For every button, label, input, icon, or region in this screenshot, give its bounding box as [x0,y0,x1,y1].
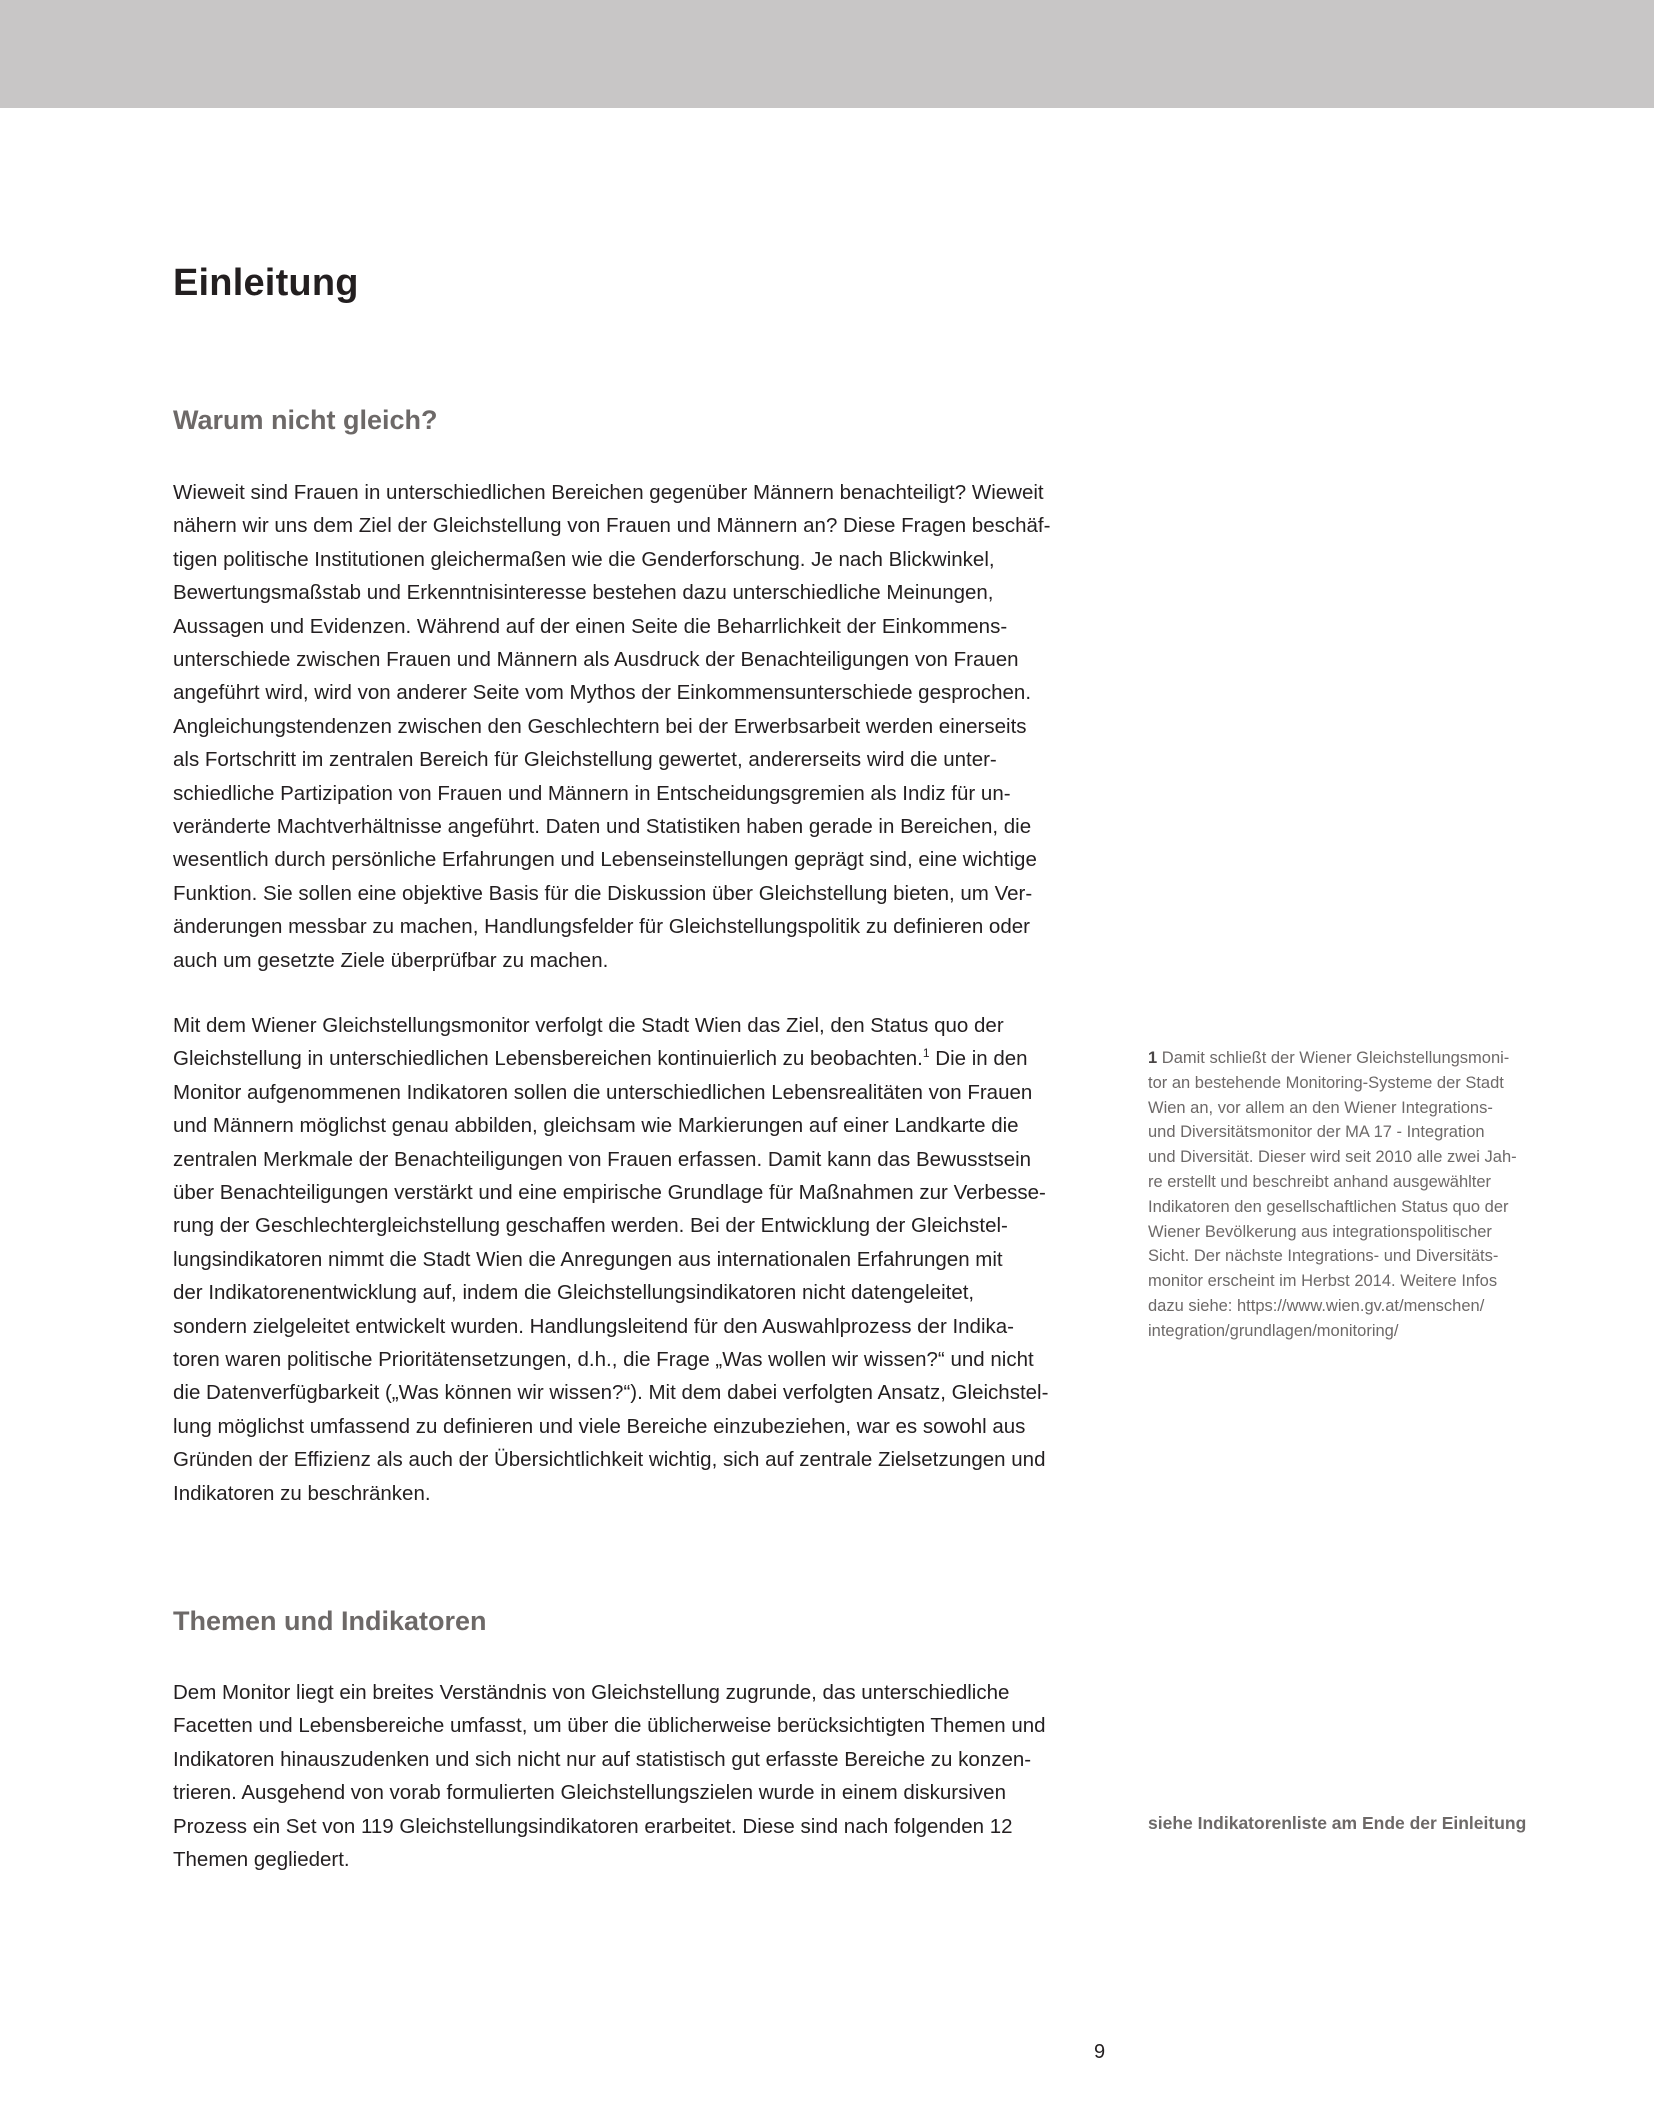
text-line: über Benachteiligungen verstärkt und eine empirische Grundlage für Maßnahmen zur Verbesse- [173,1181,1046,1205]
text-line: veränderte Machtverhältnisse angeführt. Daten und Statistiken haben gerade in Bereichen, die [173,815,1032,839]
section-heading-warum-nicht-gleich: Warum nicht gleich? [173,405,438,435]
text-line: Indikatoren hinauszudenken und sich nicht nur auf statistisch gut erfasste Bereiche zu konzen- [173,1747,1032,1771]
text-line: Angleichungstendenzen zwischen den Geschlechtern bei der Erwerbsarbeit werden einerseits [173,714,1027,738]
text-line: auch um gesetzte Ziele überprüfbar zu machen. [173,948,609,972]
text-line: unterschiede zwischen Frauen und Männern als Ausdruck der Benachteiligungen von Frauen [173,648,1019,672]
text-line: Mit dem Wiener Gleichstellungsmonitor verfolgt die Stadt Wien das Ziel, den Status quo der [173,1014,1004,1037]
footnote-line: Sicht. Der nächste Integrations- und Diversitäts- [1148,1247,1499,1266]
footnote-reference[interactable]: 1 [922,1046,930,1061]
header-band [0,0,1654,108]
footnote-number: 1 [1148,1049,1158,1067]
text-line: lungsindikatoren nimmt die Stadt Wien die Anregungen aus internationalen Erfahrungen mit [173,1247,1003,1271]
text-line: der Indikatorenentwicklung auf, indem die Gleichstellungsindikatoren nicht datengeleitet, [173,1281,975,1305]
section-heading-themen-und-indikatoren: Themen und Indikatoren [173,1606,487,1636]
text-line: trieren. Ausgehend von vorab formulierten Gleichstellungszielen wurde in einem diskursiven [173,1781,1006,1805]
side-note-indikatorenliste: siehe Indikatorenliste am Ende der Einleitung [1148,1813,1527,1833]
text-line: Prozess ein Set von 119 Gleichstellungsindikatoren erarbeitet. Diese sind nach folgenden 12 [173,1814,1013,1838]
text-line: Aussagen und Evidenzen. Während auf der einen Seite die Beharrlichkeit der Einkommens- [173,614,1008,638]
text-line: schiedliche Partizipation von Frauen und Männern in Entscheidungsgremien als Indiz für un- [173,781,1011,805]
text-fragment: Die in den [929,1047,1028,1071]
text-line: Wieweit sind Frauen in unterschiedlichen Bereichen gegenüber Männern benachteiligt? Wieweit [173,481,1044,504]
text-line: Indikatoren zu beschränken. [173,1481,431,1505]
text-line: wesentlich durch persönliche Erfahrungen und Lebenseinstellungen geprägt sind, eine wichtige [173,848,1037,872]
text-line: toren waren politische Prioritätensetzungen, d.h., die Frage „Was wollen wir wissen?“ und nicht [173,1348,1034,1372]
text-line: Facetten und Lebensbereiche umfasst, um über die üblicherweise berücksichtigten Themen und [173,1714,1046,1738]
text-line: Bewertungsmaßstab und Erkenntnisinteresse bestehen dazu unterschiedliche Meinungen, [173,581,994,605]
text-fragment: Gleichstellung in unterschiedlichen Lebensbereichen kontinuierlich zu beobachten. [173,1047,923,1071]
text-line: tigen politische Institutionen gleichermaßen wie die Genderforschung. Je nach Blickwinkel, [173,547,995,571]
footnote-line [1148,1046,1568,1071]
text-line: Funktion. Sie sollen eine objektive Basis für die Diskussion über Gleichstellung bieten, um Ver- [173,881,1033,905]
text-fragment: Damit schließt der Wiener Gleichstellungsmoni- [1157,1049,1510,1067]
paragraph-themen [173,1676,1123,1876]
page-number: 9 [1094,2041,1106,2063]
text-line: zentralen Merkmale der Benachteiligungen von Frauen erfassen. Damit kann das Bewusstsein [173,1147,1032,1171]
text-line-with-footnote-ref [173,1042,1123,1075]
paragraph-intro [173,476,1123,977]
paragraph-gleichstellungsmonitor [173,1009,1123,1510]
footnote-line: dazu siehe: https://www.wien.gv.at/menschen/ [1148,1296,1485,1315]
text-line: sondern zielgeleitet entwickelt wurden. Handlungsleitend für den Auswahlprozess der Indika- [173,1314,1014,1338]
footnote-line: tor an bestehende Monitoring-Systeme der Stadt [1148,1073,1504,1092]
text-line: und Männern möglichst genau abbilden, gleichsam wie Markierungen auf einer Landkarte die [173,1114,1019,1138]
text-line: nähern wir uns dem Ziel der Gleichstellung von Frauen und Männern an? Diese Fragen beschäf- [173,514,1051,538]
text-line: als Fortschritt im zentralen Bereich für Gleichstellung gewertet, andererseits wird die unter- [173,748,997,772]
footnote-line: integration/grundlagen/monitoring/ [1148,1321,1399,1340]
text-line: lung möglichst umfassend zu definieren und viele Bereiche einzubeziehen, war es sowohl aus [173,1414,1026,1438]
footnote-line: und Diversitätsmonitor der MA 17 - Integration [1148,1123,1485,1142]
text-line: angeführt wird, wird von anderer Seite vom Mythos der Einkommensunterschiede gesprochen. [173,681,1032,705]
text-line: Dem Monitor liegt ein breites Verständnis von Gleichstellung zugrunde, das unterschiedliche [173,1681,1010,1704]
text-line: die Datenverfügbarkeit („Was können wir wissen?“). Mit dem dabei verfolgten Ansatz, Gleichstel- [173,1381,1049,1405]
text-line: Gründen der Effizienz als auch der Übersichtlichkeit wichtig, sich auf zentrale Zielsetzungen und [173,1448,1046,1472]
text-line: Themen gegliedert. [173,1848,350,1872]
footnote-line: Wien an, vor allem an den Wiener Integrations- [1148,1098,1493,1117]
page-title: Einleitung [173,262,359,304]
footnote-line: Wiener Bevölkerung aus integrationspolitischer [1148,1222,1492,1241]
footnote-line: re erstellt und beschreibt anhand ausgewählter [1148,1172,1492,1191]
footnote-line: und Diversität. Dieser wird seit 2010 alle zwei Jah- [1148,1148,1517,1167]
footnote-line: monitor erscheint im Herbst 2014. Weitere Infos [1148,1272,1498,1291]
text-line: änderungen messbar zu machen, Handlungsfelder für Gleichstellungspolitik zu definieren oder [173,915,1030,939]
footnote-1 [1148,1046,1568,1344]
text-line: Monitor aufgenommenen Indikatoren sollen die unterschiedlichen Lebensrealitäten von Frauen [173,1080,1033,1104]
text-line: rung der Geschlechtergleichstellung geschaffen werden. Bei der Entwicklung der Gleichstel- [173,1214,1008,1238]
footnote-line: Indikatoren den gesellschaftlichen Status quo der [1148,1197,1509,1216]
